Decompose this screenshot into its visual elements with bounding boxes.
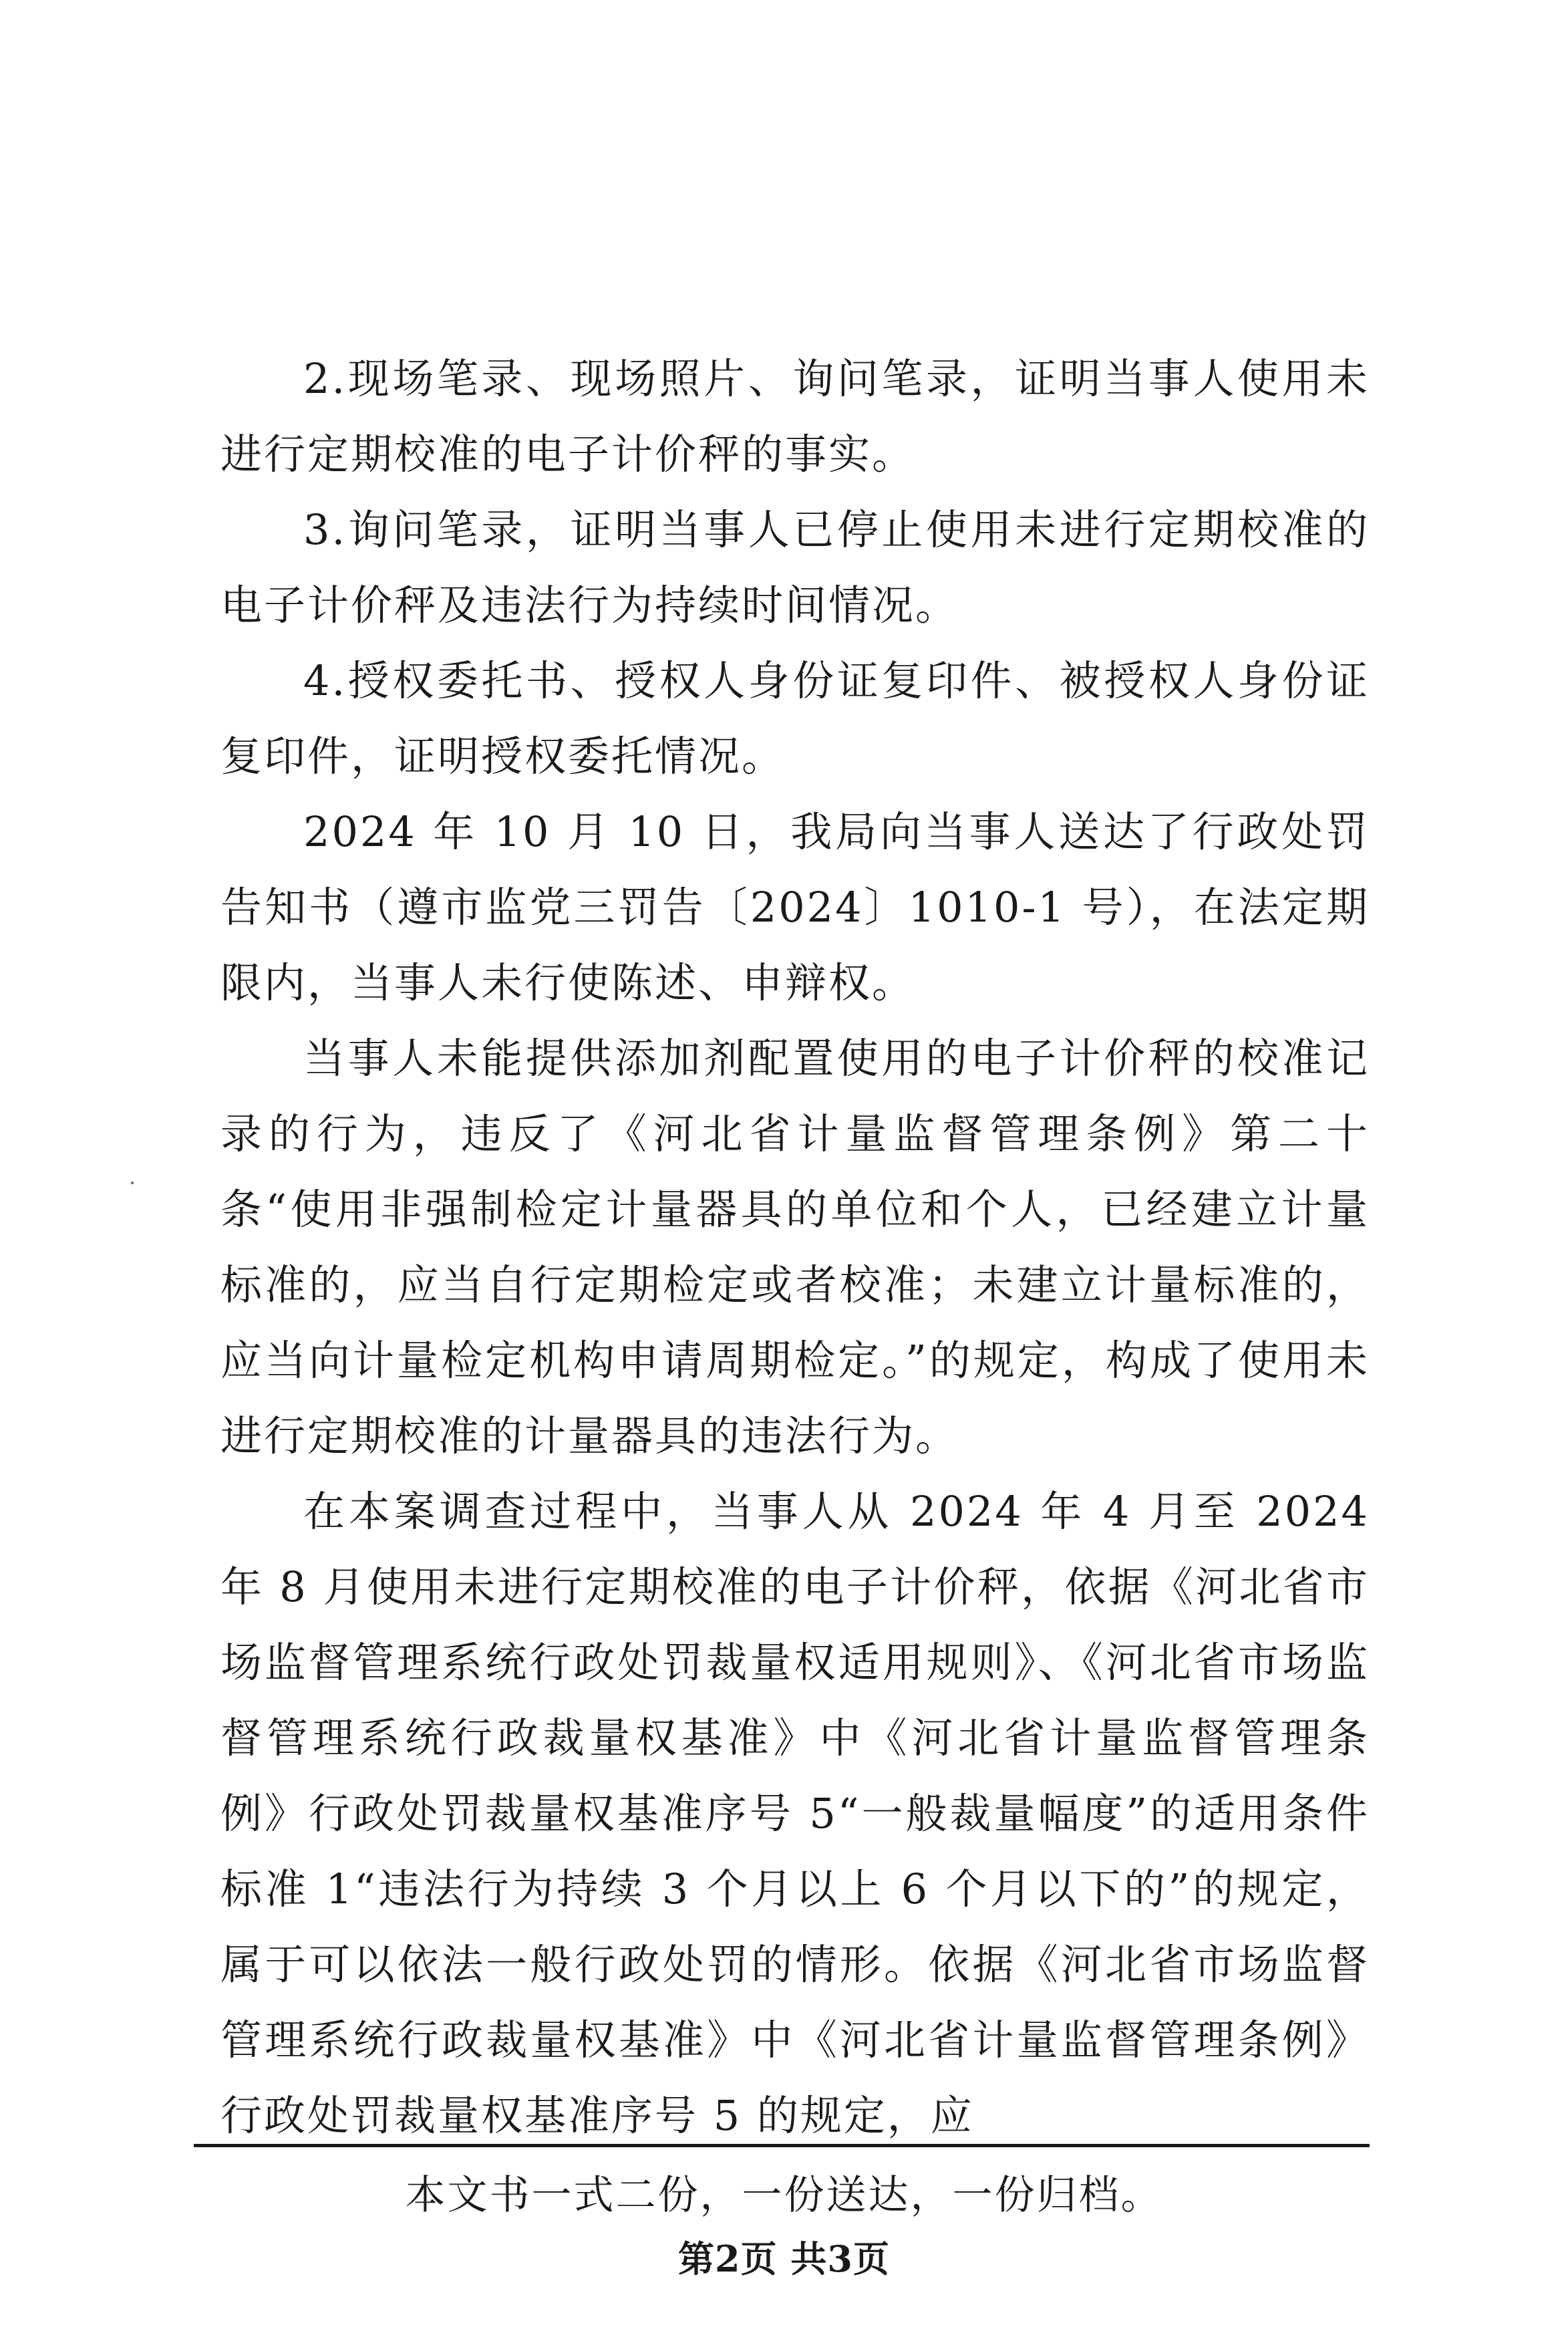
paragraph-evidence-2: 2.现场笔录、现场照片、询问笔录，证明当事人使用未进行定期校准的电子计价秤的事实。: [220, 354, 1370, 478]
document-body: [220, 341, 1370, 2153]
paragraph-discretion: 在本案调查过程中，当事人从 2024 年 4 月至 2024 年 8 月使用未进行定期校准的电子计价秤，依据《河北省市场监督管理系统行政处罚裁量权适用规则》、《河北省市场监督管理系统行政裁量权基准》中《河北省计量监督管理条例》行政处罚裁量权基准序号 5“一般裁量幅度”的适用条件标准 1“违法行为持续 3 个月以上 6 个月以下的”的规定，属于可以依法一般行政处罚的情形。依据《河北省市场监督管理系统行政裁量权基准》中《河北省计量监督管理条例》行政处罚裁量权基准序号 5 的规定，应: [220, 1487, 1370, 2140]
footer-note: 本文书一式二份，一份送达，一份归档。: [405, 2172, 1163, 2219]
paragraph-evidence-4: 4.授权委托书、授权人身份证复印件、被授权人身份证复印件，证明授权委托情况。: [220, 656, 1370, 781]
page-number: 第2页 共3页: [678, 2237, 890, 2280]
scan-speck: [131, 1182, 134, 1184]
footer-divider: [194, 2144, 1370, 2147]
paragraph-notice-served: 2024 年 10 月 10 日，我局向当事人送达了行政处罚告知书（遵市监党三罚告〔2024〕1010-1 号），在法定期限内，当事人未行使陈述、申辩权。: [220, 807, 1370, 1007]
paragraph-violation: 当事人未能提供添加剂配置使用的电子计价秤的校准记录的行为，违反了《河北省计量监督管理条例》第二十条“使用非强制检定计量器具的单位和个人，已经建立计量标准的，应当自行定期检定或者校准；未建立计量标准的，应当向计量检定机构申请周期检定。”的规定，构成了使用未进行定期校准的计量器具的违法行为。: [220, 1034, 1370, 1460]
paragraph-evidence-3: 3.询问笔录，证明当事人已停止使用未进行定期校准的电子计价秤及违法行为持续时间情况。: [220, 505, 1370, 630]
